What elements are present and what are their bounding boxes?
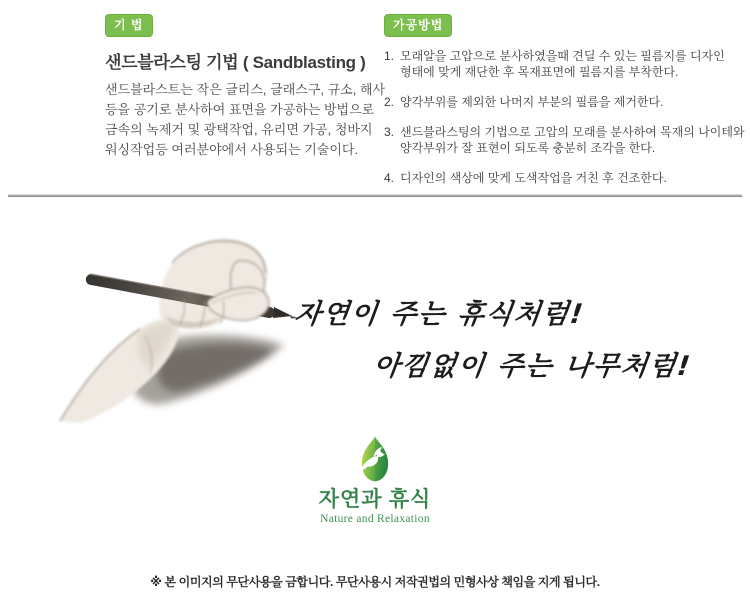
step-text: 모래알을 고압으로 분사하였을때 견딜 수 있는 필름지를 디자인 형태에 맞게 재단한 후 목재표면에 필름지를 부착한다. xyxy=(400,49,725,79)
process-steps xyxy=(384,48,746,186)
section-divider xyxy=(8,194,742,197)
step-text: 디자인의 색상에 맞게 도색작업을 거친 후 건조한다. xyxy=(400,171,667,185)
technique-badge: 기 법 xyxy=(105,14,153,37)
brand-logo xyxy=(0,436,750,525)
process-step xyxy=(384,94,746,110)
copyright-notice: ※ 본 이미지의 무단사용을 금합니다. 무단사용시 저작권법의 민형사상 책임을 지게 됩니다. xyxy=(150,575,600,589)
process-step xyxy=(384,124,746,156)
brand-name-korean: 자연과 휴식 xyxy=(318,487,432,511)
technique-section xyxy=(105,14,390,160)
slogan-line-1: 자연이 주는 휴식처럼! xyxy=(292,299,587,330)
process-badge: 가공방법 xyxy=(384,14,452,37)
process-step xyxy=(384,170,746,186)
step-number: 1. xyxy=(384,49,395,63)
brand-name-english: Nature and Relaxation xyxy=(320,513,430,525)
step-number: 4. xyxy=(384,171,395,185)
slogan-line-2: 아낌없이 주는 나무처럼! xyxy=(371,351,694,382)
step-number: 3. xyxy=(384,125,395,139)
process-step xyxy=(384,48,746,80)
step-number: 2. xyxy=(384,95,395,109)
technique-description: 샌드블라스트는 작은 글리스, 글래스구, 규소, 해사 등을 공기로 분사하여 표면을 가공하는 방법으로 금속의 녹제거 및 광택작업, 유리면 가공, 청바지 워싱작업등 여러분야에서 사용되는 기술이다. xyxy=(105,82,386,157)
process-section xyxy=(384,14,746,200)
leaf-dove-icon xyxy=(352,436,398,482)
technique-heading: 샌드블라스팅 기법 ( Sandblasting ) xyxy=(105,53,366,72)
step-text: 양각부위를 제외한 나머지 부분의 필름을 제거한다. xyxy=(400,95,664,109)
step-text: 샌드블라스팅의 기법으로 고압의 모래를 분사하여 목재의 나이테와 양각부위가 잘 표현이 되도록 충분히 조각을 한다. xyxy=(400,125,745,155)
